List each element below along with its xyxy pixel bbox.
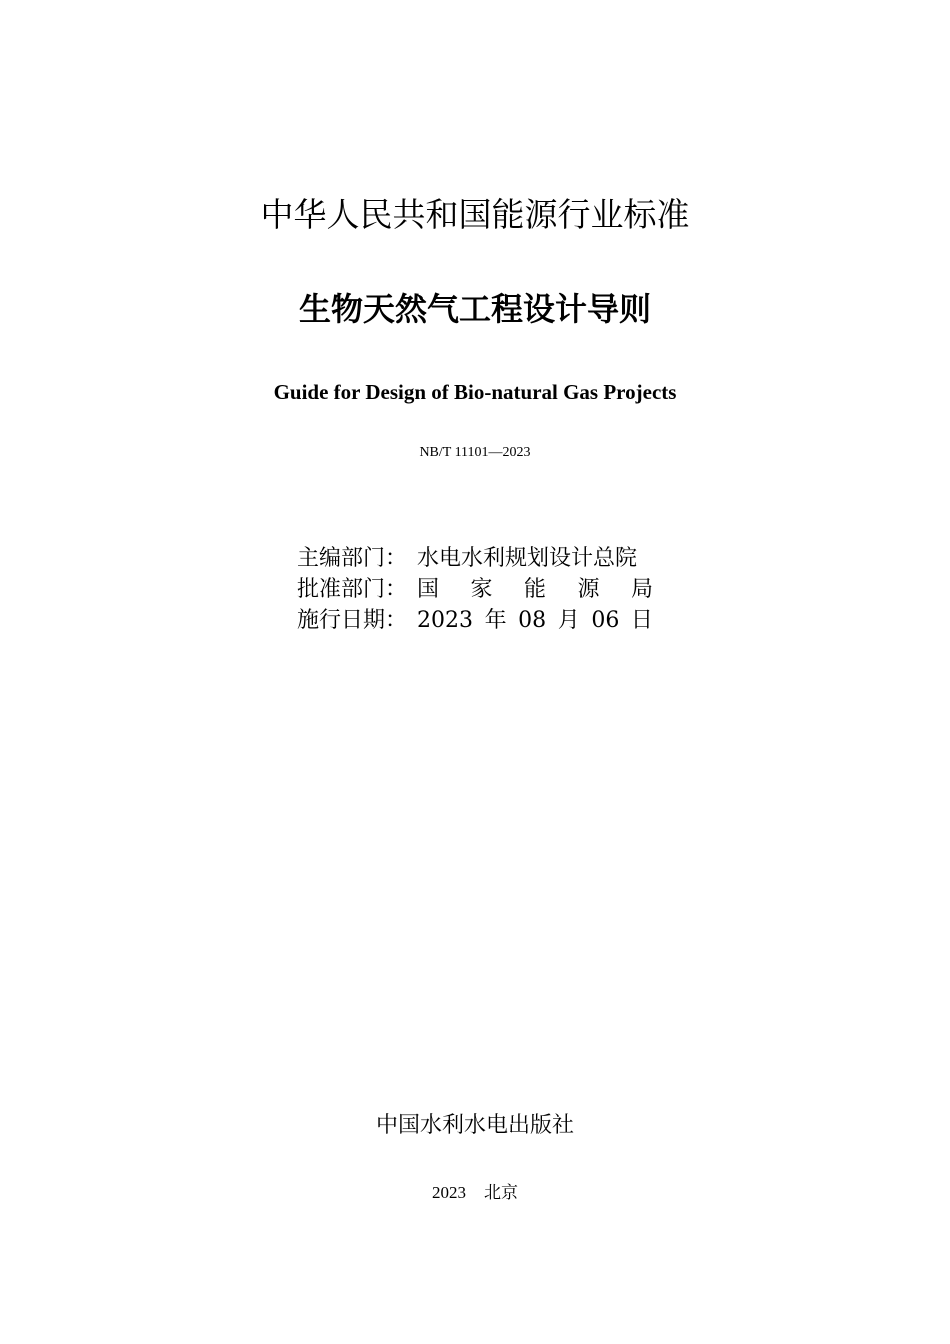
approver-char: 家 [470,577,493,602]
approver-char: 能 [523,577,546,602]
document-title-chinese: 生物天然气工程设计导则 [298,290,651,328]
date-year-unit: 年 [484,608,507,633]
document-title-english: Guide for Design of Bio-natural Gas Projects [273,380,677,404]
date-month: 08 [518,608,547,633]
publication-year: 2023 [432,1183,466,1202]
date-day-unit: 日 [630,608,653,633]
date-day: 06 [591,608,620,633]
standard-number: NB/T 11101—2023 [419,445,531,460]
approver-label: 批准部门： [297,577,408,602]
approver-row [297,574,653,605]
approver-char: 源 [577,577,600,602]
document-metadata [297,543,653,636]
publication-line [0,1181,950,1205]
editor-row [297,543,653,574]
approver-value [417,574,653,605]
editor-label: 主编部门： [297,546,408,571]
date-month-unit: 月 [557,608,580,633]
effective-date-value [417,605,653,636]
publication-city: 北京 [484,1183,518,1203]
approver-char: 国 [417,577,440,602]
date-year: 2023 [417,608,473,633]
editor-value: 水电水利规划设计总院 [417,546,638,571]
effective-date-label: 施行日期： [297,608,408,633]
standard-category-heading: 中华人民共和国能源行业标准 [260,195,690,234]
effective-date-row [297,605,653,636]
publisher-name: 中国水利水电出版社 [375,1113,574,1138]
approver-char: 局 [630,577,653,602]
